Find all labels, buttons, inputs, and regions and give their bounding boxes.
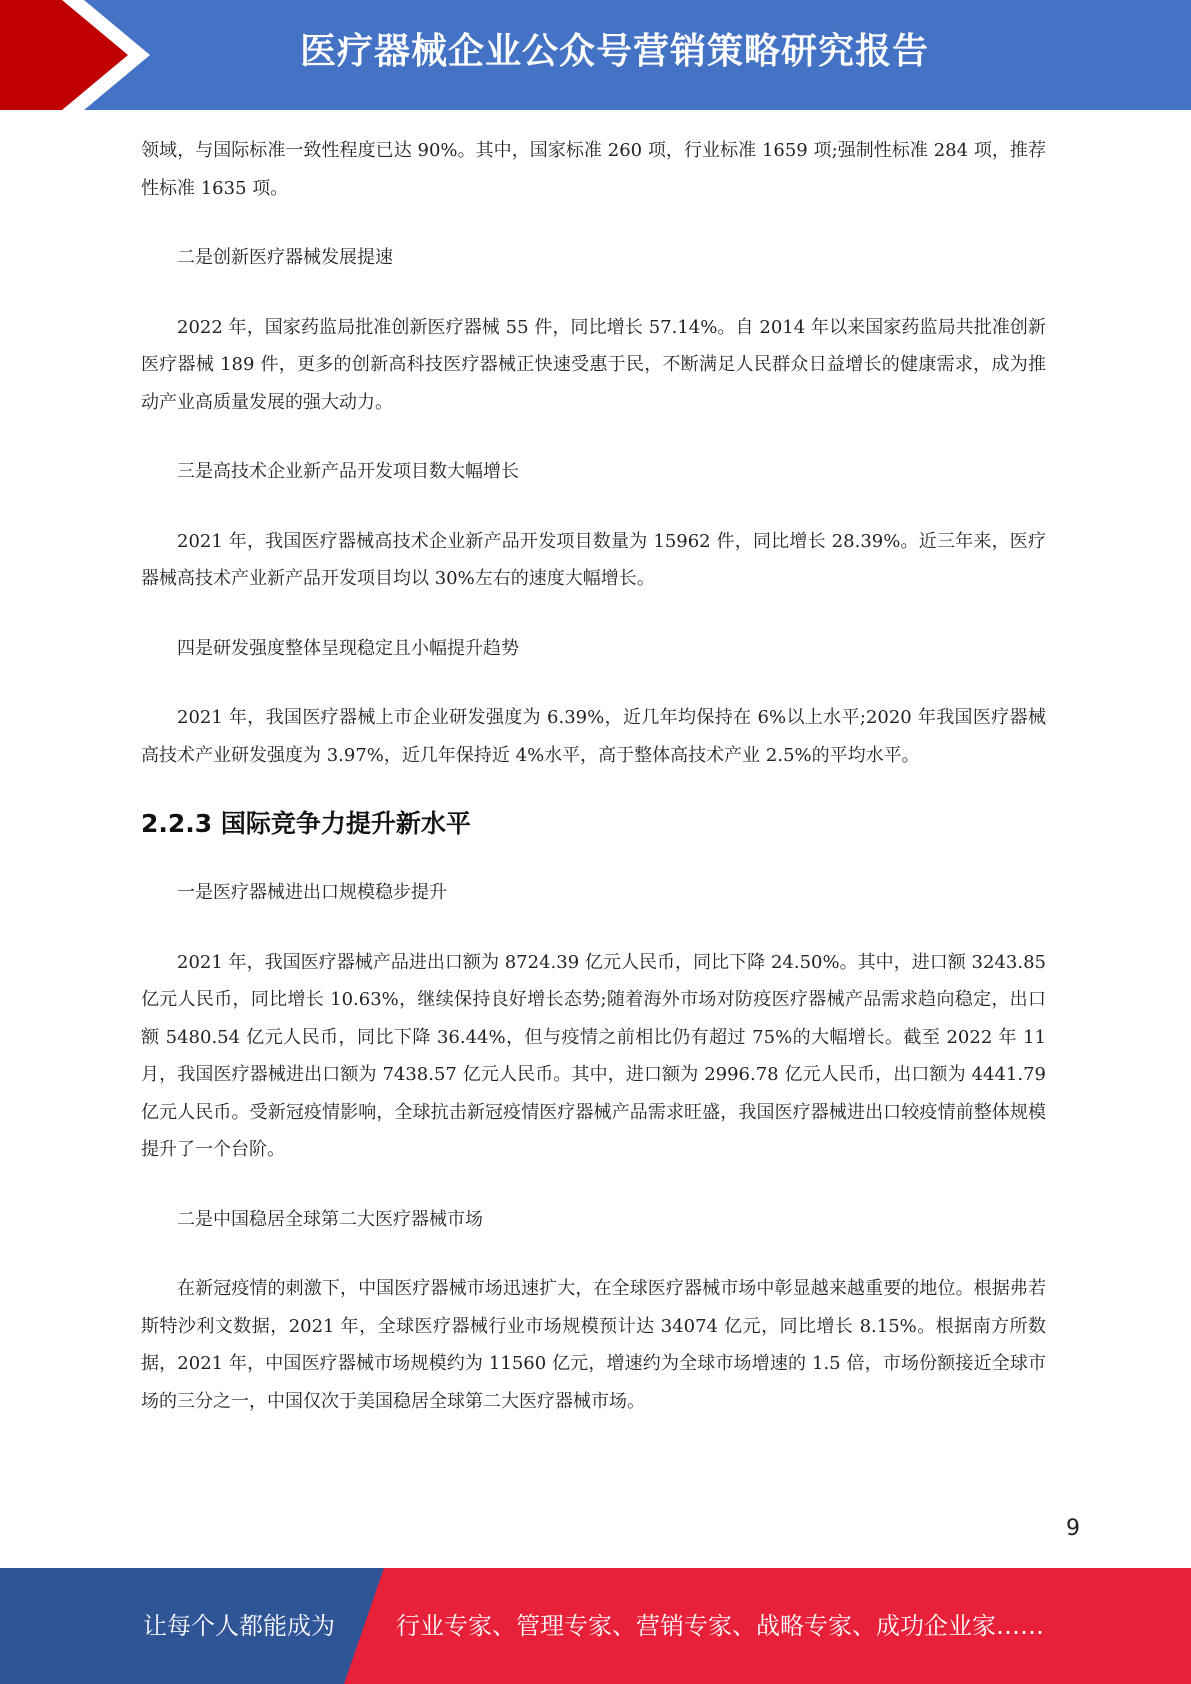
subheading-innovation: 二是创新医疗器械发展提速 — [177, 247, 393, 268]
subheading-new-products: 三是高技术企业新产品开发项目数大幅增长 — [177, 461, 519, 482]
page-number: 9 — [1066, 1516, 1080, 1541]
section-heading: 2.2.3 国际竞争力提升新水平 — [141, 809, 471, 838]
paragraph-standards: 领域，与国际标准一致性程度已达 90%。其中，国家标准 260 项，行业标准 1659 项;强制性标准 284 项，推荐性标准 1635 项。 — [141, 140, 1046, 199]
paragraph-rd-intensity: 2021 年，我国医疗器械上市企业研发强度为 6.39%，近几年均保持在 6%以上水平;2020 年我国医疗器械高技术产业研发强度为 3.97%，近几年保持近 4%水平，高于整体高技术产业 2.5%的平均水平。 — [141, 707, 1046, 766]
paragraph-innovation: 2022 年，国家药监局批准创新医疗器械 55 件，同比增长 57.14%。自 2014 年以来国家药监局共批准创新医疗器械 189 件，更多的创新高科技医疗器械正快速受惠于民，不断满足人民群众日益增长的健康需求，成为推动产业高质量发展的强大动力。 — [141, 316, 1046, 413]
subheading-global-market: 二是中国稳居全球第二大医疗器械市场 — [177, 1208, 483, 1230]
paragraph-new-products: 2021 年，我国医疗器械高技术企业新产品开发项目数量为 15962 件，同比增长 28.39%。近三年来，医疗器械高技术产业新产品开发项目均以 30%左右的速度大幅增长。 — [141, 530, 1046, 589]
report-title: 医疗器械企业公众号营销策略研究报告 — [300, 31, 930, 72]
footer-slogan-right: 行业专家、管理专家、营销专家、战略专家、成功企业家…… — [396, 1612, 1044, 1640]
page-header — [0, 0, 1191, 110]
subheading-rd-intensity: 四是研发强度整体呈现稳定且小幅提升趋势 — [177, 637, 519, 659]
paragraph-global-market: 在新冠疫情的刺激下，中国医疗器械市场迅速扩大，在全球医疗器械市场中彰显越来越重要的地位。根据弗若斯特沙利文数据，2021 年，全球医疗器械行业市场规模预计达 34074 亿元，同比增长 8.15%。根据南方所数据，2021 年，中国医疗器械市场规模约为 11560 亿元，增速约为全球市场增速的 1.5 倍，市场份额接近全球市场的三分之一，中国仅次于美国稳居全球第二大医疗器械市场。 — [141, 1278, 1046, 1412]
subheading-import-export: 一是医疗器械进出口规模稳步提升 — [177, 882, 447, 903]
footer-slogan-left: 让每个人都能成为 — [143, 1612, 335, 1640]
page-footer — [0, 1568, 1191, 1684]
document-body — [141, 132, 1046, 1420]
paragraph-import-export: 2021 年，我国医疗器械产品进出口额为 8724.39 亿元人民币，同比下降 24.50%。其中，进口额 3243.85 亿元人民币，同比增长 10.63%，继续保持良好增长态势;随着海外市场对防疫医疗器械产品需求趋向稳定，出口额 5480.54 亿元人民币，同比下降 36.44%，但与疫情之前相比仍有超过 75%的大幅增长。截至 2022 年 11 月，我国医疗器械进出口额为 7438.57 亿元人民币。其中，进口额为 2996.78 亿元人民币，出口额为 4441.79 亿元人民币。受新冠疫情影响，全球抗击新冠疫情医疗器械产品需求旺盛，我国医疗器械进出口较疫情前整体规模提升了一个台阶。 — [141, 951, 1046, 1160]
